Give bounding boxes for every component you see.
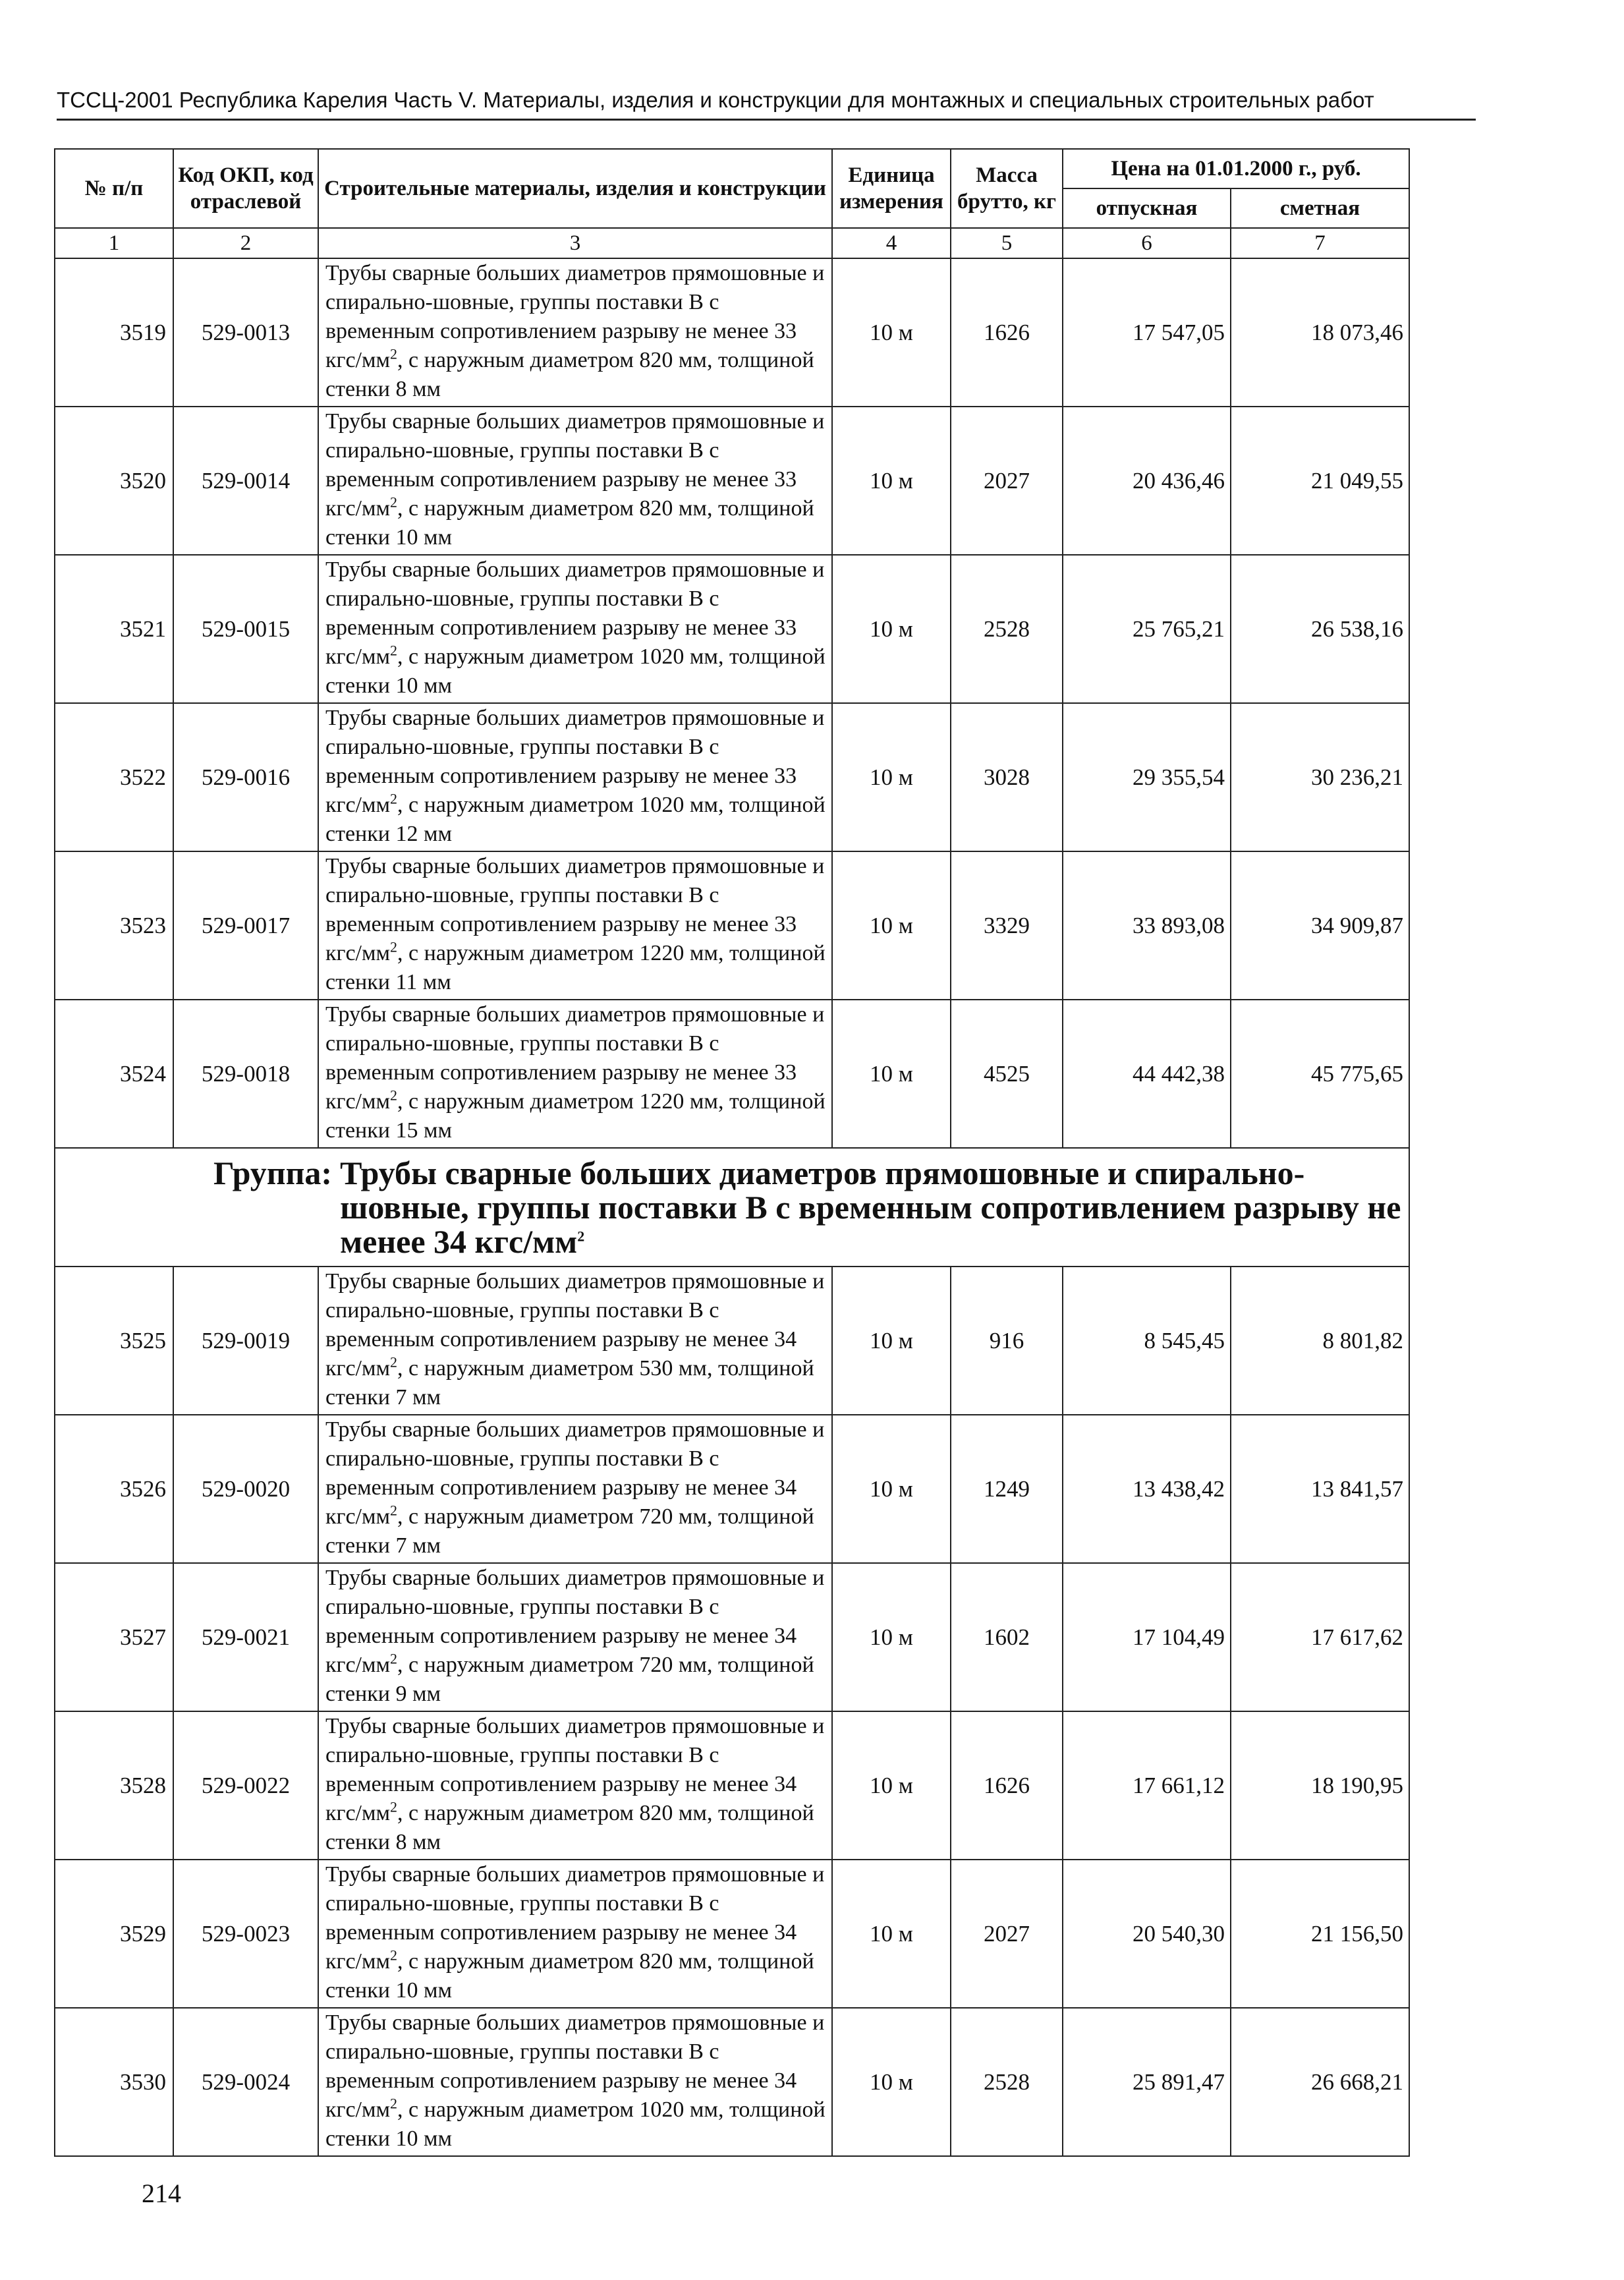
item-price-estimate: 45 775,65: [1231, 1000, 1409, 1148]
group-row: [55, 1148, 1409, 1267]
item-price-release: 44 442,38: [1063, 1000, 1231, 1148]
item-code: 529-0015: [173, 555, 318, 703]
header-unit: Единица измерения: [832, 149, 951, 228]
item-code: 529-0019: [173, 1267, 318, 1415]
table-row: [55, 1415, 1409, 1563]
item-number: 3521: [55, 555, 173, 703]
column-numbers-row: [55, 228, 1409, 258]
item-description: Трубы сварные больших диаметров прямошовные и спирально-шовные, группы поставки В с временным сопротивлением разрыву не менее 34 кгс/$мм^2$, с наружным диаметром 820 мм, толщиной стенки 8 мм: [318, 1711, 832, 1860]
item-mass: 1626: [951, 1711, 1063, 1860]
item-description: Трубы сварные больших диаметров прямошовные и спирально-шовные, группы поставки В с временным сопротивлением разрыву не менее 34 кгс/$мм^2$, с наружным диаметром 530 мм, толщиной стенки 7 мм: [318, 1267, 832, 1415]
item-unit: 10 м: [832, 1000, 951, 1148]
group-cell: [55, 1148, 1409, 1267]
item-number: 3522: [55, 703, 173, 851]
item-unit: 10 м: [832, 1415, 951, 1563]
table-row: [55, 2008, 1409, 2156]
item-unit: 10 м: [832, 2008, 951, 2156]
item-description: Трубы сварные больших диаметров прямошовные и спирально-шовные, группы поставки В с временным сопротивлением разрыву не менее 34 кгс/$мм^2$, с наружным диаметром 720 мм, толщиной стенки 9 мм: [318, 1563, 832, 1711]
item-mass: 1626: [951, 258, 1063, 407]
header-price-estimate: сметная: [1231, 188, 1409, 228]
col-number: 4: [832, 228, 951, 258]
item-description: Трубы сварные больших диаметров прямошовные и спирально-шовные, группы поставки В с временным сопротивлением разрыву не менее 33 кгс/$мм^2$, с наружным диаметром 1220 мм, толщиной стенки 11 мм: [318, 851, 832, 1000]
item-code: 529-0016: [173, 703, 318, 851]
item-code: 529-0024: [173, 2008, 318, 2156]
item-mass: 916: [951, 1267, 1063, 1415]
item-description: Трубы сварные больших диаметров прямошовные и спирально-шовные, группы поставки В с временным сопротивлением разрыву не менее 33 кгс/$мм^2$, с наружным диаметром 820 мм, толщиной стенки 8 мм: [318, 258, 832, 407]
item-description: Трубы сварные больших диаметров прямошовные и спирально-шовные, группы поставки В с временным сопротивлением разрыву не менее 34 кгс/$мм^2$, с наружным диаметром 720 мм, толщиной стенки 7 мм: [318, 1415, 832, 1563]
item-code: 529-0021: [173, 1563, 318, 1711]
group-label: Группа:: [213, 1154, 333, 1191]
item-unit: 10 м: [832, 555, 951, 703]
item-number: 3530: [55, 2008, 173, 2156]
item-number: 3526: [55, 1415, 173, 1563]
item-price-estimate: 17 617,62: [1231, 1563, 1409, 1711]
item-price-estimate: 18 073,46: [1231, 258, 1409, 407]
item-price-estimate: 13 841,57: [1231, 1415, 1409, 1563]
item-code: 529-0020: [173, 1415, 318, 1563]
header-name: Строительные материалы, изделия и конструкции: [318, 149, 832, 228]
item-unit: 10 м: [832, 703, 951, 851]
item-unit: 10 м: [832, 407, 951, 555]
item-number: 3519: [55, 258, 173, 407]
item-number: 3528: [55, 1711, 173, 1860]
item-mass: 1249: [951, 1415, 1063, 1563]
table-row: [55, 555, 1409, 703]
item-number: 3525: [55, 1267, 173, 1415]
item-price-release: 25 765,21: [1063, 555, 1231, 703]
item-mass: 2528: [951, 2008, 1063, 2156]
item-price-estimate: 34 909,87: [1231, 851, 1409, 1000]
item-price-release: 33 893,08: [1063, 851, 1231, 1000]
item-price-estimate: 21 049,55: [1231, 407, 1409, 555]
item-price-estimate: 26 668,21: [1231, 2008, 1409, 2156]
col-number: 7: [1231, 228, 1409, 258]
item-price-release: 17 104,49: [1063, 1563, 1231, 1711]
table-row: [55, 1000, 1409, 1148]
item-number: 3524: [55, 1000, 173, 1148]
group-title: Трубы сварные больших диаметров прямошовные и спирально-шовные, группы поставки В с временным сопротивлением разрыву не менее 34 кгс/$мм^2$: [340, 1154, 1401, 1260]
table-row: [55, 703, 1409, 851]
header-num: № п/п: [55, 149, 173, 228]
item-code: 529-0014: [173, 407, 318, 555]
col-number: 6: [1063, 228, 1231, 258]
item-number: 3527: [55, 1563, 173, 1711]
table-row: [55, 1860, 1409, 2008]
item-unit: 10 м: [832, 851, 951, 1000]
item-mass: 3028: [951, 703, 1063, 851]
item-price-release: 29 355,54: [1063, 703, 1231, 851]
item-description: Трубы сварные больших диаметров прямошовные и спирально-шовные, группы поставки В с временным сопротивлением разрыву не менее 33 кгс/$мм^2$, с наружным диаметром 1020 мм, толщиной стенки 10 мм: [318, 555, 832, 703]
item-code: 529-0022: [173, 1711, 318, 1860]
item-price-estimate: 8 801,82: [1231, 1267, 1409, 1415]
table-row: [55, 1563, 1409, 1711]
item-mass: 3329: [951, 851, 1063, 1000]
item-price-release: 13 438,42: [1063, 1415, 1231, 1563]
item-unit: 10 м: [832, 1563, 951, 1711]
item-mass: 4525: [951, 1000, 1063, 1148]
item-price-release: 17 547,05: [1063, 258, 1231, 407]
item-code: 529-0017: [173, 851, 318, 1000]
item-unit: 10 м: [832, 1860, 951, 2008]
item-price-release: 25 891,47: [1063, 2008, 1231, 2156]
item-description: Трубы сварные больших диаметров прямошовные и спирально-шовные, группы поставки В с временным сопротивлением разрыву не менее 33 кгс/$мм^2$, с наружным диаметром 1020 мм, толщиной стенки 12 мм: [318, 703, 832, 851]
header-mass: Масса брутто, кг: [951, 149, 1063, 228]
table-row: [55, 258, 1409, 407]
item-price-estimate: 30 236,21: [1231, 703, 1409, 851]
item-mass: 1602: [951, 1563, 1063, 1711]
item-description: Трубы сварные больших диаметров прямошовные и спирально-шовные, группы поставки В с временным сопротивлением разрыву не менее 34 кгс/$мм^2$, с наружным диаметром 1020 мм, толщиной стенки 10 мм: [318, 2008, 832, 2156]
item-price-release: 20 540,30: [1063, 1860, 1231, 2008]
item-price-release: 20 436,46: [1063, 407, 1231, 555]
item-description: Трубы сварные больших диаметров прямошовные и спирально-шовные, группы поставки В с временным сопротивлением разрыву не менее 33 кгс/$мм^2$, с наружным диаметром 1220 мм, толщиной стенки 15 мм: [318, 1000, 832, 1148]
item-price-release: 17 661,12: [1063, 1711, 1231, 1860]
page-header: ТССЦ-2001 Республика Карелия Часть V. Материалы, изделия и конструкции для монтажных и специальных строительных работ: [57, 86, 1476, 121]
item-price-estimate: 26 538,16: [1231, 555, 1409, 703]
item-number: 3523: [55, 851, 173, 1000]
item-price-release: 8 545,45: [1063, 1267, 1231, 1415]
item-price-estimate: 21 156,50: [1231, 1860, 1409, 2008]
item-number: 3520: [55, 407, 173, 555]
table-row: [55, 851, 1409, 1000]
header-code: Код ОКП, код отраслевой: [173, 149, 318, 228]
item-unit: 10 м: [832, 1711, 951, 1860]
table-row: [55, 407, 1409, 555]
item-unit: 10 м: [832, 1267, 951, 1415]
col-number: 2: [173, 228, 318, 258]
item-code: 529-0013: [173, 258, 318, 407]
table-row: [55, 1267, 1409, 1415]
col-number: 3: [318, 228, 832, 258]
item-description: Трубы сварные больших диаметров прямошовные и спирально-шовные, группы поставки В с временным сопротивлением разрыву не менее 33 кгс/$мм^2$, с наружным диаметром 820 мм, толщиной стенки 10 мм: [318, 407, 832, 555]
item-code: 529-0023: [173, 1860, 318, 2008]
item-mass: 2027: [951, 407, 1063, 555]
col-number: 5: [951, 228, 1063, 258]
price-table: [54, 148, 1410, 2157]
item-mass: 2528: [951, 555, 1063, 703]
item-mass: 2027: [951, 1860, 1063, 2008]
page-number: 214: [142, 2179, 181, 2208]
item-price-estimate: 18 190,95: [1231, 1711, 1409, 1860]
header-price: Цена на 01.01.2000 г., руб.: [1063, 149, 1409, 188]
item-description: Трубы сварные больших диаметров прямошовные и спирально-шовные, группы поставки В с временным сопротивлением разрыву не менее 34 кгс/$мм^2$, с наружным диаметром 820 мм, толщиной стенки 10 мм: [318, 1860, 832, 2008]
item-number: 3529: [55, 1860, 173, 2008]
item-code: 529-0018: [173, 1000, 318, 1148]
col-number: 1: [55, 228, 173, 258]
item-unit: 10 м: [832, 258, 951, 407]
table-row: [55, 1711, 1409, 1860]
header-price-release: отпускная: [1063, 188, 1231, 228]
